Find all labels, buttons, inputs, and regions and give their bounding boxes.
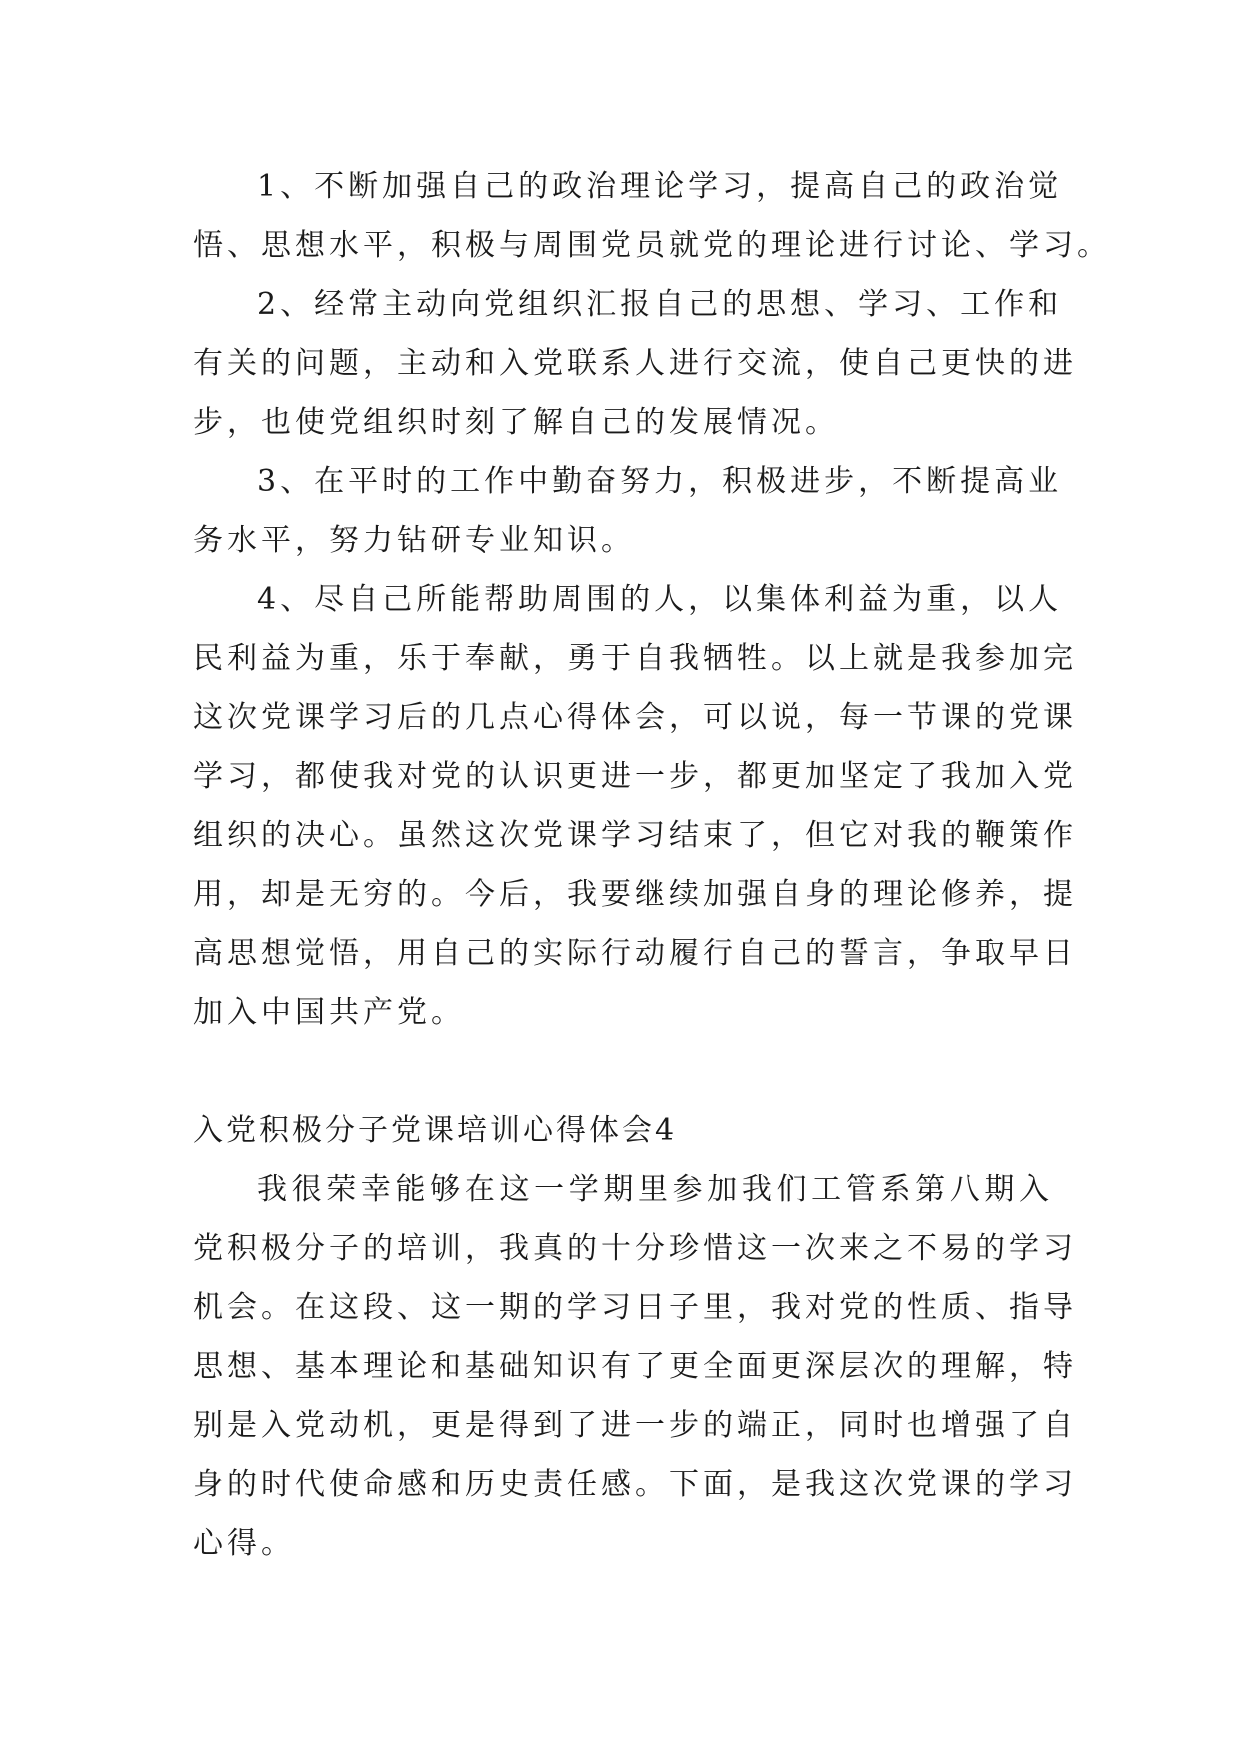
text-line: 党积极分子的培训，我真的十分珍惜这一次来之不易的学习 xyxy=(193,1231,1077,1266)
text-line: 2、经常主动向党组织汇报自己的思想、学习、工作和 xyxy=(257,287,1063,322)
text-line: 有关的问题，主动和入党联系人进行交流，使自己更快的进 xyxy=(193,346,1077,381)
text-line: 身的时代使命感和历史责任感。下面，是我这次党课的学习 xyxy=(193,1467,1077,1502)
paragraph-2 xyxy=(193,275,1077,452)
section-spacer xyxy=(193,1042,1053,1101)
document-body xyxy=(193,157,1111,1573)
text-line: 组织的决心。虽然这次党课学习结束了，但它对我的鞭策作 xyxy=(193,818,1077,853)
text-line: 思想、基本理论和基础知识有了更全面更深层次的理解，特 xyxy=(193,1349,1077,1384)
text-line: 学习，都使我对党的认识更进一步，都更加坚定了我加入党 xyxy=(193,759,1077,794)
text-line: 别是入党动机，更是得到了进一步的端正，同时也增强了自 xyxy=(193,1408,1077,1443)
text-line: 民利益为重，乐于奉献，勇于自我牺牲。以上就是我参加完 xyxy=(193,641,1077,676)
text-line: 1、不断加强自己的政治理论学习，提高自己的政治觉 xyxy=(257,169,1063,204)
text-line: 高思想觉悟，用自己的实际行动履行自己的誓言，争取早日 xyxy=(193,936,1077,971)
paragraph-5 xyxy=(193,1160,1077,1573)
text-line: 4、尽自己所能帮助周围的人，以集体利益为重，以人 xyxy=(257,582,1063,617)
paragraph-3 xyxy=(193,452,1063,570)
text-line: 用，却是无穷的。今后，我要继续加强自身的理论修养，提 xyxy=(193,877,1077,912)
paragraph-1 xyxy=(193,157,1111,275)
paragraph-4 xyxy=(193,570,1077,1042)
text-line: 3、在平时的工作中勤奋努力，积极进步，不断提高业 xyxy=(257,464,1063,499)
text-line: 机会。在这段、这一期的学习日子里，我对党的性质、指导 xyxy=(193,1290,1077,1325)
text-line: 加入中国共产党。 xyxy=(193,995,465,1030)
section-heading: 入党积极分子党课培训心得体会4 xyxy=(193,1113,678,1148)
text-line: 心得。 xyxy=(193,1526,295,1561)
text-line: 步，也使党组织时刻了解自己的发展情况。 xyxy=(193,405,839,440)
text-line: 务水平，努力钻研专业知识。 xyxy=(193,523,635,558)
text-line: 我很荣幸能够在这一学期里参加我们工管系第八期入 xyxy=(257,1172,1053,1207)
text-line: 悟、思想水平，积极与周围党员就党的理论进行讨论、学习。 xyxy=(193,228,1111,263)
text-line: 这次党课学习后的几点心得体会，可以说，每一节课的党课 xyxy=(193,700,1077,735)
